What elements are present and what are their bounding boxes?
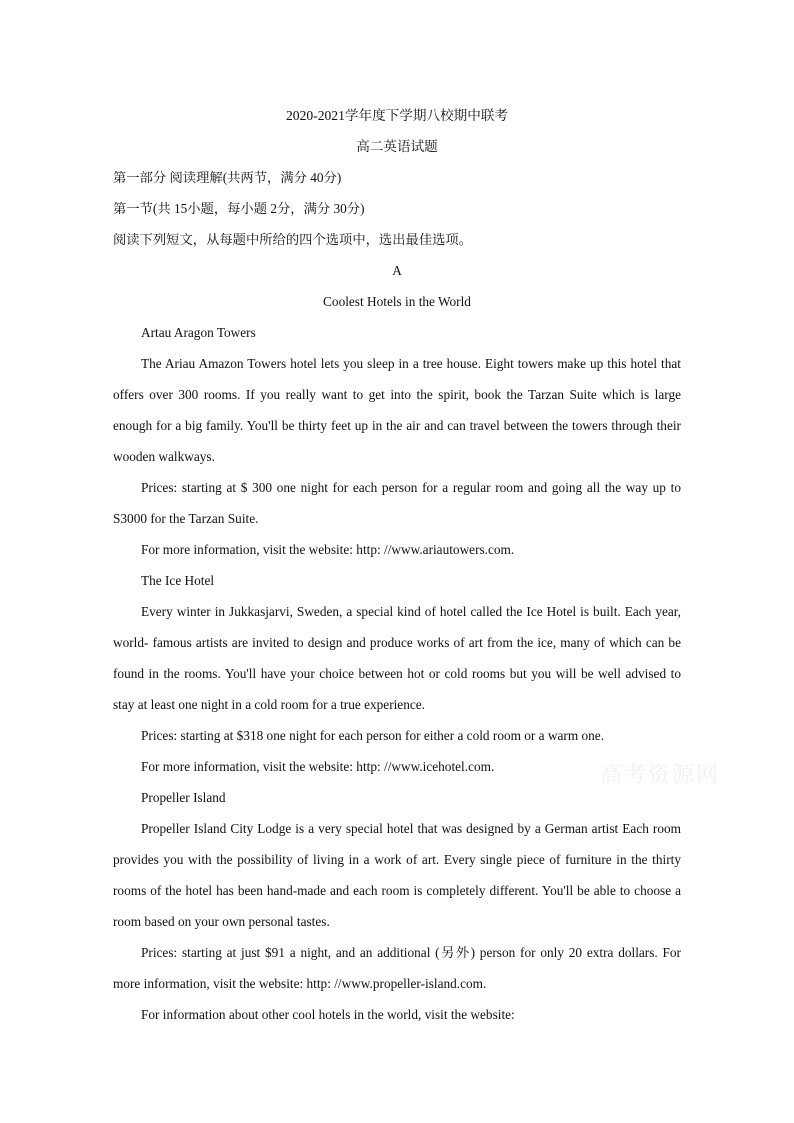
hotel-description-propeller: Propeller Island City Lodge is a very special hotel that was designed by a German artist Each room provides you with the possibility of living in a work of art. Every single piece of furniture in the thirty rooms of the hotel has been hand-made and each room is completely different. You'll be able to choose a room based on your own personal tastes.	[113, 821, 681, 929]
hotel-website-ice: For more information, visit the website: http: //www.icehotel.com.	[141, 759, 495, 774]
closing-text: For information about other cool hotels in the world, visit the website:	[141, 1007, 515, 1022]
exam-subtitle: 高二英语试题	[356, 139, 438, 154]
watermark-text: 高考资源网	[600, 763, 721, 788]
passage-title: Coolest Hotels in the World	[323, 294, 471, 309]
hotel-name-ariau: Artau Aragon Towers	[141, 325, 256, 340]
hotel-name-ice: The Ice Hotel	[141, 573, 215, 588]
hotel-website-ariau: For more information, visit the website: http: //www.ariautowers.com.	[141, 542, 515, 557]
section-heading: 第一节(共 15小题，每小题 2分，满分 30分)	[113, 201, 365, 216]
exam-page	[113, 100, 681, 1030]
hotel-description-ice: Every winter in Jukkasjarvi, Sweden, a special kind of hotel called the Ice Hotel is built. Each year, world- famous artists are invited to design and produce works of art from the ice, many of which can be found in the rooms. You'll have your choice between hot or cold rooms but you will be well advised to stay at least one night in a cold room for a true experience.	[113, 604, 681, 712]
exam-title: 2020-2021学年度下学期八校期中联考	[285, 108, 509, 123]
hotel-prices-ariau: Prices: starting at $ 300 one night for each person for a regular room and going all the way up to S3000 for the Tarzan Suite.	[113, 480, 681, 526]
hotel-prices-ice: Prices: starting at $318 one night for each person for either a cold room or a warm one.	[141, 728, 605, 743]
directions-text: 阅读下列短文，从每题中所给的四个选项中，选出最佳选项。	[113, 232, 473, 247]
hotel-prices-propeller: Prices: starting at just $91 a night, and an additional (另外) person for only 20 extra dollars. For more information, visit the website: http: //www.propeller-island.com.	[113, 945, 681, 991]
hotel-description-ariau: The Ariau Amazon Towers hotel lets you sleep in a tree house. Eight towers make up this hotel that offers over 300 rooms. If you really want to get into the spirit, book the Tarzan Suite which is large enough for a big family. You'll be thirty feet up in the air and can travel between the towers through their wooden walkways.	[113, 356, 681, 464]
hotel-name-propeller: Propeller Island	[141, 790, 226, 805]
passage-letter: A	[392, 263, 402, 278]
part-heading: 第一部分 阅读理解(共两节，满分 40分)	[113, 170, 342, 185]
